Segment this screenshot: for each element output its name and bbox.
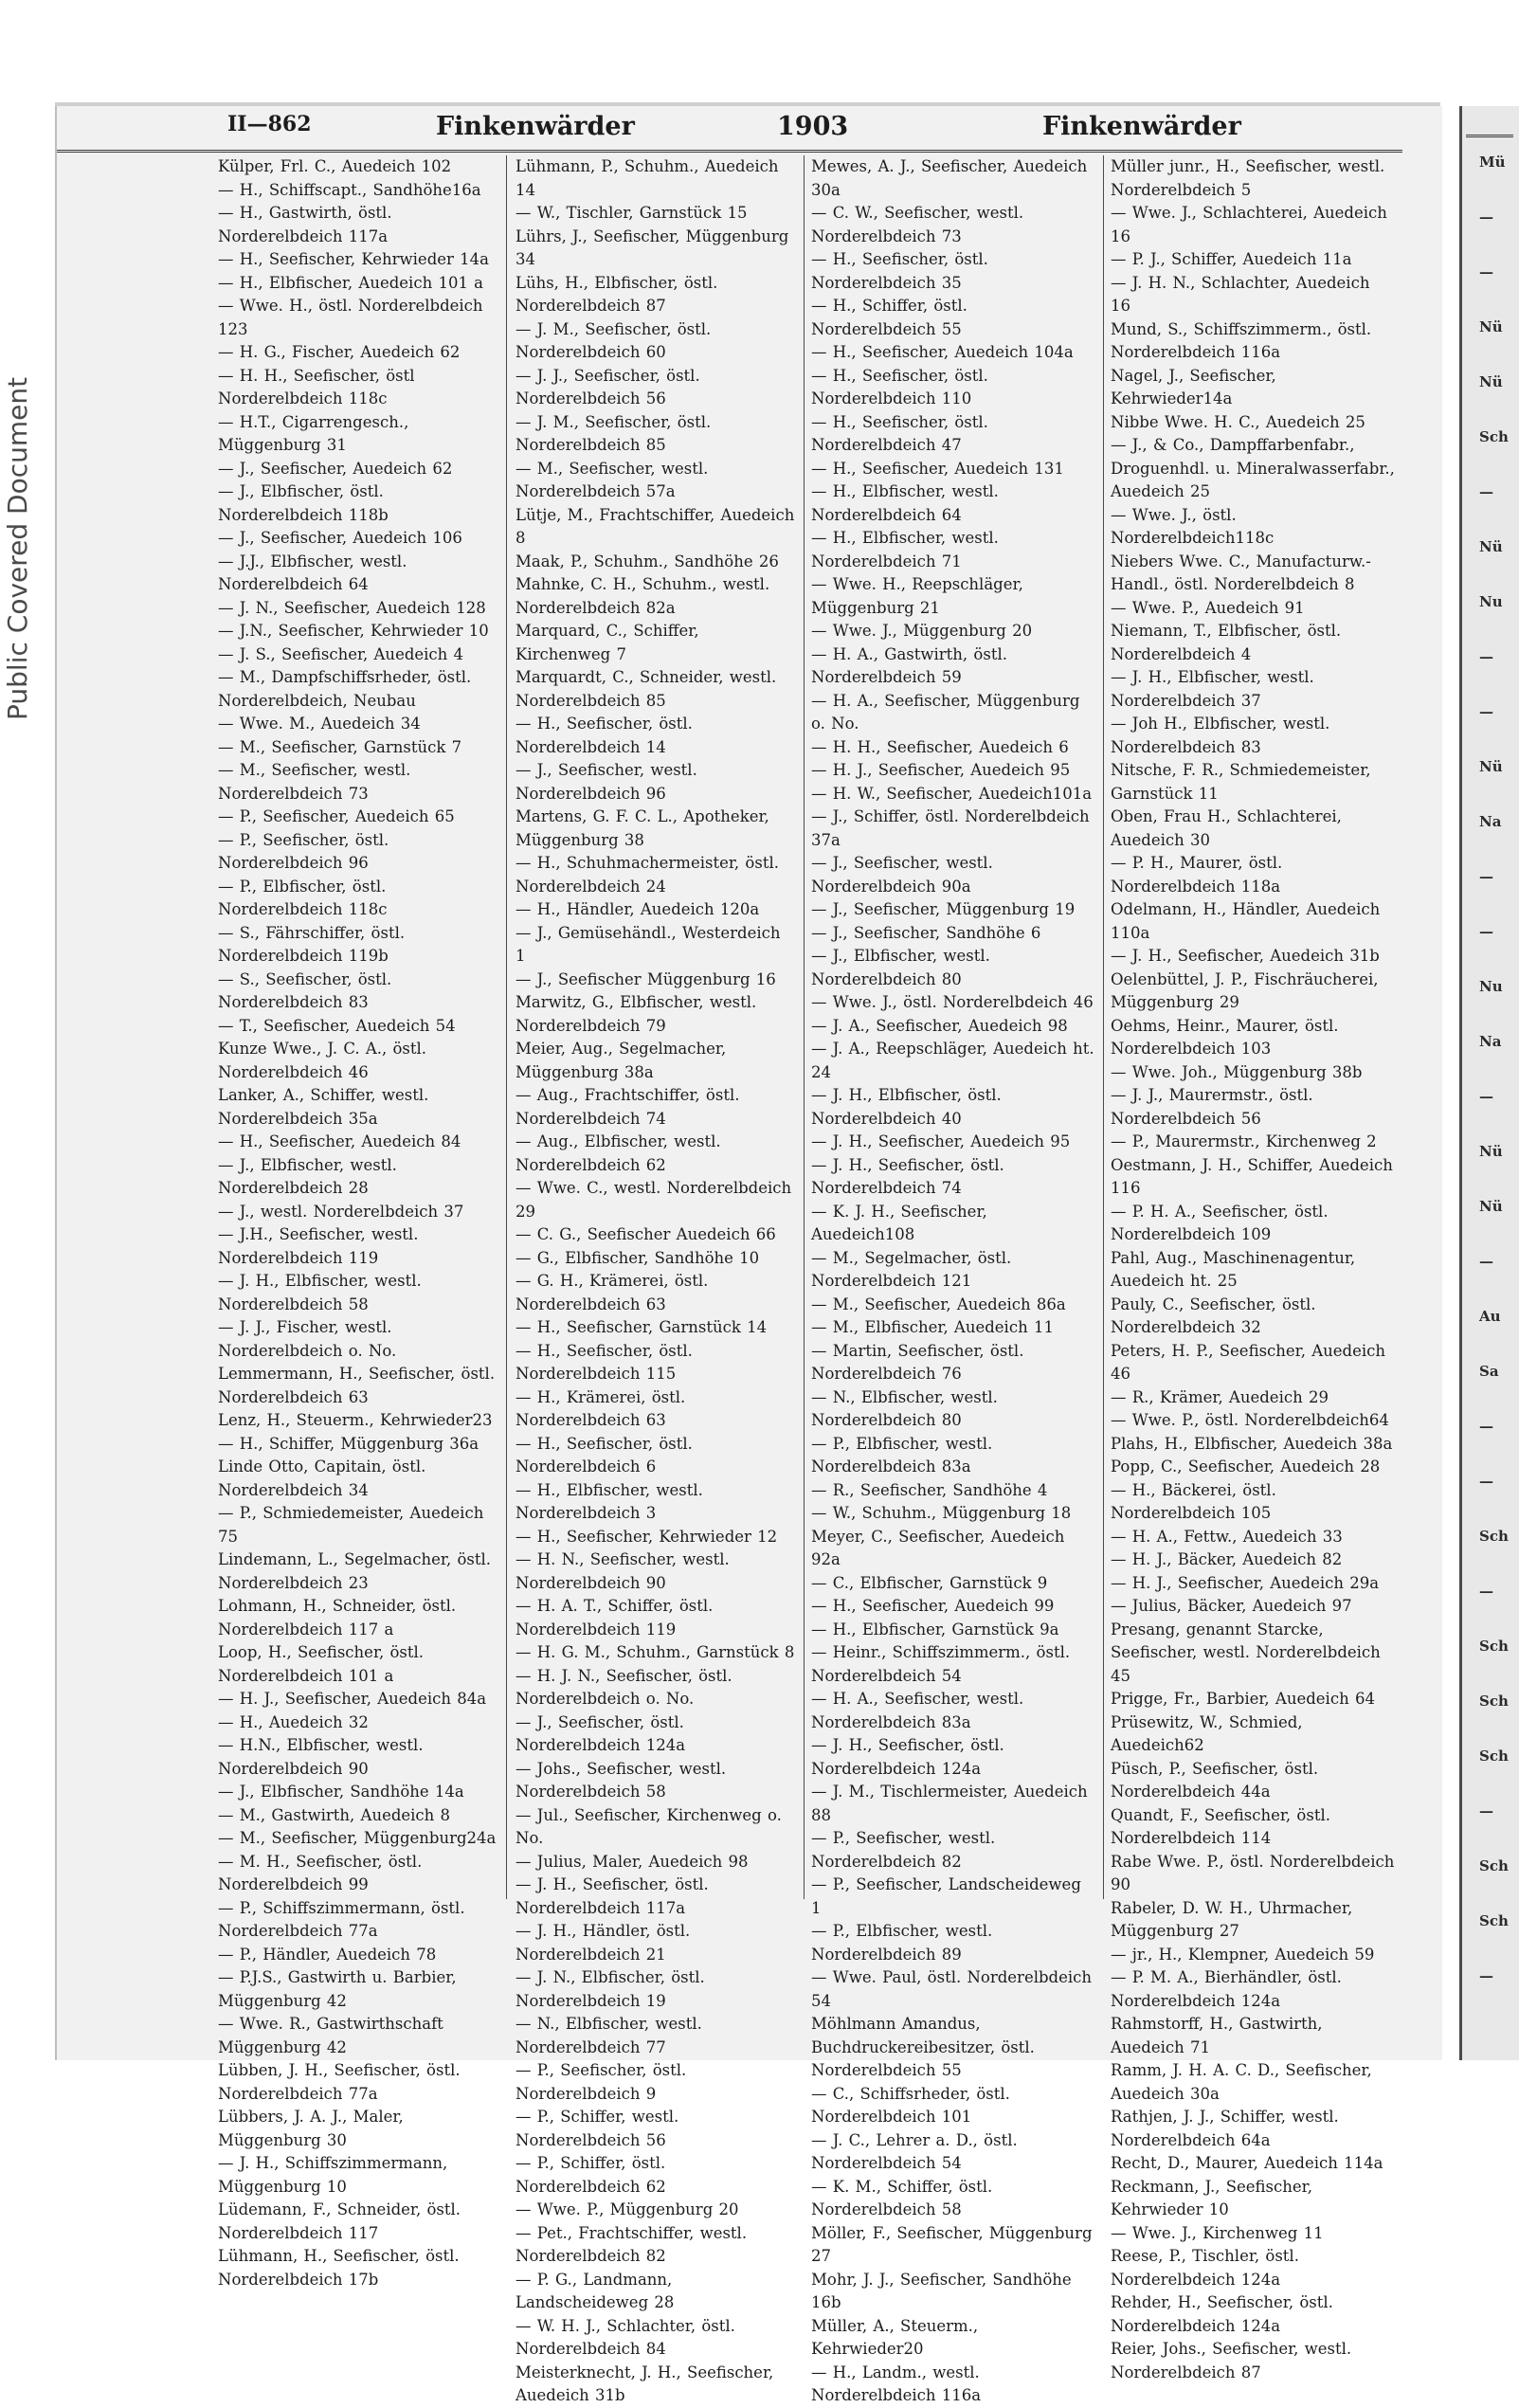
directory-entry: — P., Elbfischer, westl. Norderelbdeich 83a xyxy=(811,1434,993,1476)
directory-entry: — H.T., Cigarrengesch., Müggenburg 31 xyxy=(218,412,409,454)
directory-entry: — H., Gastwirth, östl. Norderelbdeich 117a xyxy=(218,204,392,245)
directory-entry: — P. J., Schiffer, Auedeich 11a xyxy=(1111,250,1352,268)
directory-entry: — H. A., Fettw., Auedeich 33 xyxy=(1111,1527,1343,1546)
directory-entry: — H., Seefischer, östl. Norderelbdeich 47 xyxy=(811,412,988,454)
directory-entry: — H. A., Seefischer, westl. Norderelbdeich 83a xyxy=(811,1690,1024,1731)
directory-entry: — J. H. N., Schlachter, Auedeich 16 xyxy=(1111,273,1370,315)
directory-entry: — Aug., Elbfischer, westl. Norderelbdeich 62 xyxy=(515,1132,721,1174)
directory-entry: — P.J.S., Gastwirth u. Barbier, Müggenburg 42 xyxy=(218,1968,457,2010)
fragment-text: Nü xyxy=(1479,1143,1503,1160)
fragment-text: Sch xyxy=(1479,1857,1509,1874)
directory-entry: Mewes, A. J., Seefischer, Auedeich 30a xyxy=(811,157,1088,199)
directory-entry: — H., Seefischer, Auedeich 84 xyxy=(218,1132,461,1150)
fragment-text: Na xyxy=(1479,1033,1502,1050)
directory-entry: — M., Elbfischer, Auedeich 11 xyxy=(811,1318,1054,1336)
directory-entry: — G., Elbfischer, Sandhöhe 10 xyxy=(515,1248,760,1267)
directory-entry: Lütje, M., Frachtschiffer, Auedeich 8 xyxy=(515,505,795,547)
directory-entry: — M., Seefischer, Müggenburg24a xyxy=(218,1829,497,1847)
directory-entry: Rabe Wwe. P., östl. Norderelbdeich 90 xyxy=(1111,1852,1395,1893)
directory-entry: — H., Elbfischer, Garnstück 9a xyxy=(811,1620,1059,1639)
directory-entry: Martens, G. F. C. L., Apotheker, Müggenburg 38 xyxy=(515,807,769,849)
fragment-text: — xyxy=(1479,1473,1493,1490)
directory-entry: Niebers Wwe. C., Manufacturw.-Handl., östl. Norderelbdeich 8 xyxy=(1111,552,1371,593)
fragment-text: Sch xyxy=(1479,1747,1509,1765)
directory-entry: — J., Elbfischer, Sandhöhe 14a xyxy=(218,1783,464,1801)
directory-entry: Lühmann, H., Seefischer, östl. Norderelbdeich 17b xyxy=(218,2247,460,2289)
directory-entry: — Wwe. H., östl. Norderelbdeich 123 xyxy=(218,297,483,338)
column-3 xyxy=(811,155,1095,2404)
directory-entry: Lenz, H., Steuerm., Kehrwieder23 xyxy=(218,1411,493,1429)
fragment-text: Sch xyxy=(1479,1638,1509,1655)
directory-entry: — J. H., Seefischer, östl. Norderelbdeich 117a xyxy=(515,1875,709,1917)
directory-entry: — H. J. N., Seefischer, östl. Norderelbdeich o. No. xyxy=(515,1666,732,1708)
directory-page xyxy=(55,106,1442,2404)
directory-entry: — J. H., Seefischer, östl. Norderelbdeich 74 xyxy=(811,1155,1004,1197)
fragment-text: — xyxy=(1479,1583,1493,1600)
directory-entry: — J. H., Seefischer, Auedeich 31b xyxy=(1111,947,1380,965)
directory-entry: — Martin, Seefischer, östl. Norderelbdeich 76 xyxy=(811,1341,1024,1383)
directory-entry: — S., Fährschiffer, östl. Norderelbdeich 119b xyxy=(218,923,406,965)
directory-entry: Reier, Johs., Seefischer, westl. Norderelbdeich 87 xyxy=(1111,2340,1352,2381)
directory-entry: Möller, F., Seefischer, Müggenburg 27 xyxy=(811,2223,1093,2265)
directory-entry: — W., Tischler, Garnstück 15 xyxy=(515,204,748,222)
directory-entry: — M. H., Seefischer, östl. Norderelbdeich 99 xyxy=(218,1852,423,1893)
watermark-stamp: Public Covered Document xyxy=(2,376,33,720)
directory-entry: Möhlmann Amandus, Buchdruckereibesitzer, östl. Norderelbdeich 55 xyxy=(811,2015,1035,2079)
directory-entry: — P., Seefischer, östl. Norderelbdeich 9 xyxy=(515,2061,687,2103)
directory-entry: — P. M. A., Bierhändler, östl. Norderelbdeich 124a xyxy=(1111,1968,1342,2010)
directory-entry: — Julius, Bäcker, Auedeich 97 xyxy=(1111,1597,1352,1615)
directory-entry: Marwitz, G., Elbfischer, westl. Norderelbdeich 79 xyxy=(515,993,757,1035)
directory-entry: Prüsewitz, W., Schmied, Auedeich62 xyxy=(1111,1712,1303,1754)
fragment-text: — xyxy=(1479,1088,1493,1105)
directory-entry: — H. G., Fischer, Auedeich 62 xyxy=(218,343,461,361)
directory-entry: — H., Seefischer, Auedeich 104a xyxy=(811,343,1074,361)
directory-entry: — N., Elbfischer, westl. Norderelbdeich 77 xyxy=(515,2015,702,2056)
directory-entry: Reckmann, J., Seefischer, Kehrwieder 10 xyxy=(1111,2177,1312,2218)
directory-entry: — J.H., Seefischer, westl. Norderelbdeich 119 xyxy=(218,1225,419,1267)
directory-entry: — P., Schiffer, östl. Norderelbdeich 62 xyxy=(515,2154,666,2196)
fragment-text: Nü xyxy=(1479,373,1503,390)
directory-entry: Oben, Frau H., Schlachterei, Auedeich 30 xyxy=(1111,807,1342,849)
directory-entry: — Pet., Frachtschiffer, westl. Norderelbdeich 82 xyxy=(515,2223,748,2265)
directory-entry: Pauly, C., Seefischer, östl. Norderelbdeich 32 xyxy=(1111,1295,1316,1336)
directory-entry: — H. J., Bäcker, Auedeich 82 xyxy=(1111,1550,1343,1568)
directory-entry: — J., Elbfischer, westl. Norderelbdeich 80 xyxy=(811,947,990,988)
directory-entry: — H., Schiffer, Müggenburg 36a xyxy=(218,1434,479,1453)
fragment-text: — xyxy=(1479,263,1493,281)
directory-entry: Lohmann, H., Schneider, östl. Norderelbdeich 117 a xyxy=(218,1597,457,1639)
column-divider xyxy=(1103,155,1104,1899)
directory-entry: — Joh H., Elbfischer, westl. Norderelbdeich 83 xyxy=(1111,715,1330,756)
directory-entry: — N., Elbfischer, westl. Norderelbdeich 80 xyxy=(811,1387,998,1429)
directory-entry: — C. W., Seefischer, westl. Norderelbdeich 73 xyxy=(811,204,1024,245)
directory-entry: — J. H., Elbfischer, westl. Norderelbdeich 58 xyxy=(218,1272,422,1313)
directory-entry: — J. M., Seefischer, östl. Norderelbdeich 85 xyxy=(515,412,712,454)
directory-entry: — J. H., Händler, östl. Norderelbdeich 21 xyxy=(515,1922,691,1964)
directory-entry: Mohr, J. J., Seefischer, Sandhöhe 16b xyxy=(811,2270,1072,2311)
adjacent-page-strip xyxy=(1459,106,1519,2060)
fragment-text: — xyxy=(1479,1967,1493,1984)
directory-entry: Linde Otto, Capitain, östl. Norderelbdeich 34 xyxy=(218,1457,426,1499)
header-right-title: Finkenwärder xyxy=(1042,112,1241,141)
directory-entry: — P., Elbfischer, westl. Norderelbdeich 89 xyxy=(811,1922,993,1964)
directory-entry: Nibbe Wwe. H. C., Auedeich 25 xyxy=(1111,412,1365,431)
directory-entry: Lüdemann, F., Schneider, östl. Norderelbdeich 117 xyxy=(218,2200,461,2242)
directory-entry: — H. H., Seefischer, Auedeich 6 xyxy=(811,737,1069,756)
directory-entry: — Wwe. P., östl. Norderelbdeich64 xyxy=(1111,1411,1389,1429)
directory-entry: Mahnke, C. H., Schuhm., westl. Norderelbdeich 82a xyxy=(515,575,770,617)
directory-entry: — Wwe. J., östl. Norderelbdeich 46 xyxy=(811,993,1094,1011)
directory-entry: Lühs, H., Elbfischer, östl. Norderelbdeich 87 xyxy=(515,273,718,315)
directory-entry: — jr., H., Klempner, Auedeich 59 xyxy=(1111,1945,1375,1964)
directory-entry: — H. J., Seefischer, Auedeich 84a xyxy=(218,1690,487,1708)
directory-entry: — J., Seefischer, Sandhöhe 6 xyxy=(811,923,1041,942)
directory-entry: Pahl, Aug., Maschinenagentur, Auedeich ht. 25 xyxy=(1111,1248,1356,1290)
directory-entry: — M., Gastwirth, Auedeich 8 xyxy=(218,1805,451,1824)
directory-entry: — P., Schiffer, westl. Norderelbdeich 56 xyxy=(515,2108,679,2149)
directory-entry: — K. J. H., Seefischer, Auedeich108 xyxy=(811,1202,987,1243)
directory-entry: — T., Seefischer, Auedeich 54 xyxy=(218,1016,456,1035)
directory-entry: — P., Schiffszimmermann, östl. Norderelbdeich 77a xyxy=(218,1898,465,1940)
directory-entry: — J. J., Seefischer, östl. Norderelbdeich 56 xyxy=(515,366,700,407)
directory-entry: — J.J., Elbfischer, westl. Norderelbdeich 64 xyxy=(218,552,407,593)
directory-entry: Lübben, J. H., Seefischer, östl. Norderelbdeich 77a xyxy=(218,2061,461,2103)
directory-entry: — H., Schuhmachermeister, östl. Norderelbdeich 24 xyxy=(515,854,779,896)
directory-entry: Reese, P., Tischler, östl. Norderelbdeich 124a xyxy=(1111,2247,1299,2289)
directory-entry: — J. M., Seefischer, östl. Norderelbdeich 60 xyxy=(515,319,712,361)
directory-entry: Mund, S., Schiffszimmerm., östl. Norderelbdeich 116a xyxy=(1111,319,1372,361)
fragment-text: Sch xyxy=(1479,1528,1509,1545)
directory-entry: Rahmstorff, H., Gastwirth, Auedeich 71 xyxy=(1111,2015,1323,2056)
directory-entry: — Wwe. R., Gastwirthschaft Müggenburg 42 xyxy=(218,2015,443,2056)
fragment-text: Nü xyxy=(1479,318,1503,335)
directory-entry: Müller, A., Steuerm., Kehrwieder20 xyxy=(811,2316,979,2358)
directory-entry: — H., Seefischer, Auedeich 99 xyxy=(811,1597,1055,1615)
fragment-text: Nü xyxy=(1479,1198,1503,1215)
directory-entry: — H., Seefischer, Kehrwieder 12 xyxy=(515,1527,778,1546)
directory-entry: — Aug., Frachtschiffer, östl. Norderelbdeich 74 xyxy=(515,1086,740,1128)
directory-entry: — J., Elbfischer, östl. Norderelbdeich 118b xyxy=(218,482,389,524)
directory-entry: — J. H., Schiffszimmermann, Müggenburg 10 xyxy=(218,2154,448,2196)
fragment-text: — xyxy=(1479,923,1493,940)
fragment-text: — xyxy=(1479,868,1493,885)
directory-entry: Lanker, A., Schiffer, westl. Norderelbdeich 35a xyxy=(218,1086,429,1128)
fragment-text: — xyxy=(1479,1802,1493,1820)
directory-entry: — Heinr., Schiffszimmerm., östl. Norderelbdeich 54 xyxy=(811,1643,1071,1685)
directory-entry: — Johs., Seefischer, westl. Norderelbdeich 58 xyxy=(515,1759,727,1801)
directory-entry: — H., Schiffscapt., Sandhöhe16a xyxy=(218,180,481,199)
directory-entry: Meier, Aug., Segelmacher, Müggenburg 38a xyxy=(515,1040,727,1081)
directory-entry: — H., Bäckerei, östl. Norderelbdeich 105 xyxy=(1111,1480,1276,1522)
directory-entry: — H., Seefischer, östl. Norderelbdeich 35 xyxy=(811,250,988,292)
directory-entry: Nagel, J., Seefischer, Kehrwieder14a xyxy=(1111,366,1276,407)
fragment-text: — xyxy=(1479,648,1493,665)
column-divider xyxy=(506,155,507,1899)
directory-entry: — H., Landm., westl. Norderelbdeich 116a xyxy=(811,2363,982,2404)
directory-entry: — C., Elbfischer, Garnstück 9 xyxy=(811,1573,1048,1592)
directory-entry: Peters, H. P., Seefischer, Auedeich 46 xyxy=(1111,1341,1386,1383)
directory-entry: — J., & Co., Dampffarbenfabr., Droguenhdl. u. Mineralwasserfabr., Auedeich 25 xyxy=(1111,436,1395,500)
page-number: II—862 xyxy=(227,112,312,136)
directory-entry: — J., Seefischer, Auedeich 106 xyxy=(218,529,462,547)
fragment-text: Nü xyxy=(1479,538,1503,555)
directory-entry: — J. J., Fischer, westl. Norderelbdeich o. No. xyxy=(218,1318,397,1360)
directory-entry: Nitsche, F. R., Schmiedemeister, Garnstück 11 xyxy=(1111,761,1371,803)
directory-entry: — Julius, Maler, Auedeich 98 xyxy=(515,1852,749,1871)
directory-entry: — M., Seefischer, westl. Norderelbdeich 73 xyxy=(218,761,411,803)
directory-entry: — H. W., Seefischer, Auedeich101a xyxy=(811,784,1093,803)
directory-entry: — R., Krämer, Auedeich 29 xyxy=(1111,1387,1329,1406)
directory-entry: — H. A., Gastwirth, östl. Norderelbdeich 59 xyxy=(811,644,1007,686)
directory-entry: — H., Krämerei, östl. Norderelbdeich 63 xyxy=(515,1387,686,1429)
directory-entry: — H.N., Elbfischer, westl. Norderelbdeich 90 xyxy=(218,1736,424,1778)
header-year: 1903 xyxy=(777,112,849,141)
directory-entry: — J. N., Elbfischer, östl. Norderelbdeich 19 xyxy=(515,1968,705,2010)
directory-entry: — Wwe. P., Auedeich 91 xyxy=(1111,598,1305,617)
directory-entry: Püsch, P., Seefischer, östl. Norderelbdeich 44a xyxy=(1111,1759,1319,1801)
directory-entry: — M., Dampfschiffsrheder, östl. Norderelbdeich, Neubau xyxy=(218,668,472,710)
directory-entry: — J. J., Maurermstr., östl. Norderelbdeich 56 xyxy=(1111,1086,1313,1128)
directory-entry: — H., Seefischer, östl. Norderelbdeich 115 xyxy=(515,1341,693,1383)
fragment-text: — xyxy=(1479,208,1493,226)
directory-entry: — S., Seefischer, östl. Norderelbdeich 83 xyxy=(218,969,392,1011)
directory-entry: Lindemann, L., Segelmacher, östl. Norderelbdeich 23 xyxy=(218,1550,492,1592)
directory-entry: — H. A. T., Schiffer, östl. Norderelbdeich 119 xyxy=(515,1597,714,1639)
directory-entry: — K. M., Schiffer, östl. Norderelbdeich 58 xyxy=(811,2177,993,2218)
directory-entry: — J., Seefischer Müggenburg 16 xyxy=(515,969,776,988)
directory-entry: — H., Seefischer, östl. Norderelbdeich 110 xyxy=(811,366,988,407)
directory-entry: — J., Seefischer, Müggenburg 19 xyxy=(811,900,1076,918)
directory-entry: Müller junr., H., Seefischer, westl. Norderelbdeich 5 xyxy=(1111,157,1385,199)
fragment-text: — xyxy=(1479,483,1493,500)
column-2 xyxy=(515,155,796,2404)
directory-entry: — Wwe. J., Müggenburg 20 xyxy=(811,622,1033,640)
fragment-text: — xyxy=(1479,1253,1493,1270)
directory-entry: — P. H., Maurer, östl. Norderelbdeich 118a xyxy=(1111,854,1283,896)
directory-entry: Quandt, F., Seefischer, östl. Norderelbdeich 114 xyxy=(1111,1805,1330,1847)
directory-entry: Lemmermann, H., Seefischer, östl. Norderelbdeich 63 xyxy=(218,1365,496,1406)
directory-entry: — J., Gemüsehändl., Westerdeich 1 xyxy=(515,923,781,965)
directory-entry: — Wwe. J., östl. Norderelbdeich118c xyxy=(1111,505,1275,547)
directory-entry: — P., Händler, Auedeich 78 xyxy=(218,1945,437,1964)
directory-entry: Külper, Frl. C., Auedeich 102 xyxy=(218,157,452,175)
directory-entry: — J., Seefischer, westl. Norderelbdeich 90a xyxy=(811,854,993,896)
directory-entry: — P., Maurermstr., Kirchenweg 2 xyxy=(1111,1132,1377,1150)
fragment-text: Sa xyxy=(1479,1363,1499,1380)
directory-entry: Rathjen, J. J., Schiffer, westl. Norderelbdeich 64a xyxy=(1111,2108,1339,2149)
directory-entry: — W. H. J., Schlachter, östl. Norderelbdeich 84 xyxy=(515,2316,735,2358)
directory-entry: Rabeler, D. W. H., Uhrmacher, Müggenburg 27 xyxy=(1111,1898,1353,1940)
fragment-text: Mü xyxy=(1479,154,1506,171)
directory-entry: Oehms, Heinr., Maurer, östl. Norderelbdeich 103 xyxy=(1111,1016,1339,1058)
directory-entry: — J. C., Lehrer a. D., östl. Norderelbdeich 54 xyxy=(811,2130,1018,2172)
directory-entry: Meyer, C., Seefischer, Auedeich 92a xyxy=(811,1527,1065,1568)
fragment-text: Nu xyxy=(1479,978,1503,995)
directory-entry: — Wwe. C., westl. Norderelbdeich 29 xyxy=(515,1179,792,1221)
directory-entry: — J., Seefischer, östl. Norderelbdeich 124a xyxy=(515,1712,686,1754)
directory-entry: Oelenbüttel, J. P., Fischräucherei, Müggenburg 29 xyxy=(1111,969,1379,1011)
directory-entry: — H., Seefischer, Garnstück 14 xyxy=(515,1318,768,1336)
directory-entry: — M., Segelmacher, östl. Norderelbdeich 121 xyxy=(811,1248,1012,1290)
fragment-text: Sch xyxy=(1479,1912,1509,1929)
directory-entry: Maak, P., Schuhm., Sandhöhe 26 xyxy=(515,552,779,570)
fragment-text: Au xyxy=(1479,1308,1501,1325)
fragment-text: — xyxy=(1479,1418,1493,1435)
fragment-text: Sch xyxy=(1479,1693,1509,1710)
directory-entry: — H. J., Seefischer, Auedeich 29a xyxy=(1111,1573,1380,1592)
directory-entry: — W., Schuhm., Müggenburg 18 xyxy=(811,1504,1072,1522)
directory-entry: — H., Auedeich 32 xyxy=(218,1712,369,1731)
directory-entry: — J. S., Seefischer, Auedeich 4 xyxy=(218,644,464,663)
directory-entry: — J. N., Seefischer, Auedeich 128 xyxy=(218,598,486,617)
directory-entry: — H., Elbfischer, westl. Norderelbdeich 71 xyxy=(811,529,999,570)
directory-entry: — P., Seefischer, westl. Norderelbdeich 82 xyxy=(811,1829,996,1871)
column-1 xyxy=(218,155,498,2289)
directory-entry: — H. N., Seefischer, westl. Norderelbdeich 90 xyxy=(515,1550,730,1592)
directory-entry: — H., Elbfischer, Auedeich 101 a xyxy=(218,273,484,292)
header-left-title: Finkenwärder xyxy=(436,112,635,141)
directory-entry: — J. A., Reepschläger, Auedeich ht. 24 xyxy=(811,1040,1094,1081)
directory-entry: — H., Seefischer, östl. Norderelbdeich 6 xyxy=(515,1434,693,1476)
directory-entry: — M., Seefischer, Garnstück 7 xyxy=(218,737,462,756)
fragment-text: Sch xyxy=(1479,428,1509,445)
fragment-text: — xyxy=(1479,703,1493,720)
fragment-text: Nu xyxy=(1479,593,1503,610)
directory-entry: — P. G., Landmann, Landscheideweg 28 xyxy=(515,2270,675,2311)
directory-entry: Loop, H., Seefischer, östl. Norderelbdeich 101 a xyxy=(218,1643,425,1685)
directory-entry: — J.N., Seefischer, Kehrwieder 10 xyxy=(218,622,489,640)
directory-entry: — H., Seefischer, Auedeich 131 xyxy=(811,459,1064,478)
directory-entry: Recht, D., Maurer, Auedeich 114a xyxy=(1111,2154,1383,2172)
directory-entry: — Jul., Seefischer, Kirchenweg o. No. xyxy=(515,1805,782,1847)
directory-entry: — J., Seefischer, Auedeich 62 xyxy=(218,459,453,478)
adjacent-page-header-rule xyxy=(1466,112,1513,137)
directory-entry: Kunze Wwe., J. C. A., östl. Norderelbdeich 46 xyxy=(218,1040,427,1081)
directory-entry: — Wwe. Paul, östl. Norderelbdeich 54 xyxy=(811,1968,1093,2010)
directory-entry: Meisterknecht, J. H., Seefischer, Auedeich 31b xyxy=(515,2363,774,2404)
directory-entry: — H. J., Seefischer, Auedeich 95 xyxy=(811,761,1071,779)
directory-entry: — P., Elbfischer, östl. Norderelbdeich 118c xyxy=(218,877,388,918)
directory-entry: — H., Seefischer, östl. Norderelbdeich 14 xyxy=(515,715,693,756)
column-4 xyxy=(1111,155,1395,2381)
directory-entry: Marquard, C., Schiffer, Kirchenweg 7 xyxy=(515,622,699,663)
directory-entry: — Wwe. J., Kirchenweg 11 xyxy=(1111,2223,1324,2242)
directory-entry: — Wwe. M., Auedeich 34 xyxy=(218,715,421,733)
directory-entry: — Wwe. P., Müggenburg 20 xyxy=(515,2200,739,2218)
directory-entry: Oestmann, J. H., Schiffer, Auedeich 116 xyxy=(1111,1155,1393,1197)
page-header xyxy=(57,106,1402,153)
directory-entry: — J. A., Seefischer, Auedeich 98 xyxy=(811,1016,1068,1035)
directory-entry: — Wwe. J., Schlachterei, Auedeich 16 xyxy=(1111,204,1387,245)
directory-entry: — J. M., Tischlermeister, Auedeich 88 xyxy=(811,1783,1088,1824)
directory-entry: — Wwe. H., Reepschläger, Müggenburg 21 xyxy=(811,575,1023,617)
directory-entry: Presang, genannt Starcke, Seefischer, westl. Norderelbdeich 45 xyxy=(1111,1620,1381,1685)
directory-entry: — M., Seefischer, westl. Norderelbdeich 57a xyxy=(515,459,709,500)
directory-entry: — P. H. A., Seefischer, östl. Norderelbdeich 109 xyxy=(1111,1202,1329,1243)
directory-entry: Lübbers, J. A. J., Maler, Müggenburg 30 xyxy=(218,2108,404,2149)
directory-entry: — J. H., Seefischer, östl. Norderelbdeich 124a xyxy=(811,1736,1004,1778)
directory-entry: — P., Seefischer, Auedeich 65 xyxy=(218,807,455,825)
fragment-text: Nü xyxy=(1479,758,1503,775)
directory-entry: — H. A., Seefischer, Müggenburg o. No. xyxy=(811,691,1080,733)
directory-entry: — C., Schiffsrheder, östl. Norderelbdeich 101 xyxy=(811,2084,1010,2126)
directory-entry: Plahs, H., Elbfischer, Auedeich 38a xyxy=(1111,1434,1393,1453)
directory-entry: Lühmann, P., Schuhm., Auedeich 14 xyxy=(515,157,779,199)
directory-entry: Lührs, J., Seefischer, Müggenburg 34 xyxy=(515,226,789,268)
directory-entry: — P., Seefischer, östl. Norderelbdeich 96 xyxy=(218,830,389,872)
directory-entry: — H. H., Seefischer, östl Norderelbdeich 118c xyxy=(218,366,415,407)
directory-entry: — J. H., Elbfischer, östl. Norderelbdeich 40 xyxy=(811,1086,1002,1128)
directory-entry: — H., Seefischer, Kehrwieder 14a xyxy=(218,250,489,268)
directory-entry: — J., Seefischer, westl. Norderelbdeich 96 xyxy=(515,761,697,803)
directory-entry: — H., Elbfischer, westl. Norderelbdeich 64 xyxy=(811,482,999,524)
directory-entry: — R., Seefischer, Sandhöhe 4 xyxy=(811,1480,1048,1499)
directory-entry: — P., Seefischer, Landscheideweg 1 xyxy=(811,1875,1081,1917)
directory-entry: — J. H., Elbfischer, westl. Norderelbdeich 37 xyxy=(1111,668,1314,710)
directory-entry: — H., Händler, Auedeich 120a xyxy=(515,900,760,918)
fragment-text: Na xyxy=(1479,813,1502,830)
directory-entry: Niemann, T., Elbfischer, östl. Norderelbdeich 4 xyxy=(1111,622,1342,663)
directory-entry: Rehder, H., Seefischer, östl. Norderelbdeich 124a xyxy=(1111,2293,1333,2335)
column-divider xyxy=(804,155,805,1899)
directory-entry: Prigge, Fr., Barbier, Auedeich 64 xyxy=(1111,1690,1375,1708)
directory-entry: Odelmann, H., Händler, Auedeich 110a xyxy=(1111,900,1381,942)
directory-entry: — J., Schiffer, östl. Norderelbdeich 37a xyxy=(811,807,1090,849)
directory-entry: — H. G. M., Schuhm., Garnstück 8 xyxy=(515,1643,795,1661)
directory-entry: — H., Elbfischer, westl. Norderelbdeich 3 xyxy=(515,1480,703,1522)
directory-entry: — C. G., Seefischer Auedeich 66 xyxy=(515,1225,776,1243)
directory-entry: — M., Seefischer, Auedeich 86a xyxy=(811,1295,1066,1313)
directory-entry: Popp, C., Seefischer, Auedeich 28 xyxy=(1111,1457,1381,1476)
directory-entry: — J. H., Seefischer, Auedeich 95 xyxy=(811,1132,1071,1150)
directory-entry: — H., Schiffer, östl. Norderelbdeich 55 xyxy=(811,297,967,338)
directory-entry: — Wwe. Joh., Müggenburg 38b xyxy=(1111,1062,1363,1081)
directory-entry: Marquardt, C., Schneider, westl. Norderelbdeich 85 xyxy=(515,668,777,710)
directory-entry: — J., westl. Norderelbdeich 37 xyxy=(218,1202,464,1221)
directory-entry: — J., Elbfischer, westl. Norderelbdeich 28 xyxy=(218,1155,397,1197)
directory-entry: — G. H., Krämerei, östl. Norderelbdeich 63 xyxy=(515,1272,709,1313)
directory-entry: Ramm, J. H. A. C. D., Seefischer, Auedeich 30a xyxy=(1111,2061,1372,2103)
directory-entry: — P., Schmiedemeister, Auedeich 75 xyxy=(218,1504,484,1546)
